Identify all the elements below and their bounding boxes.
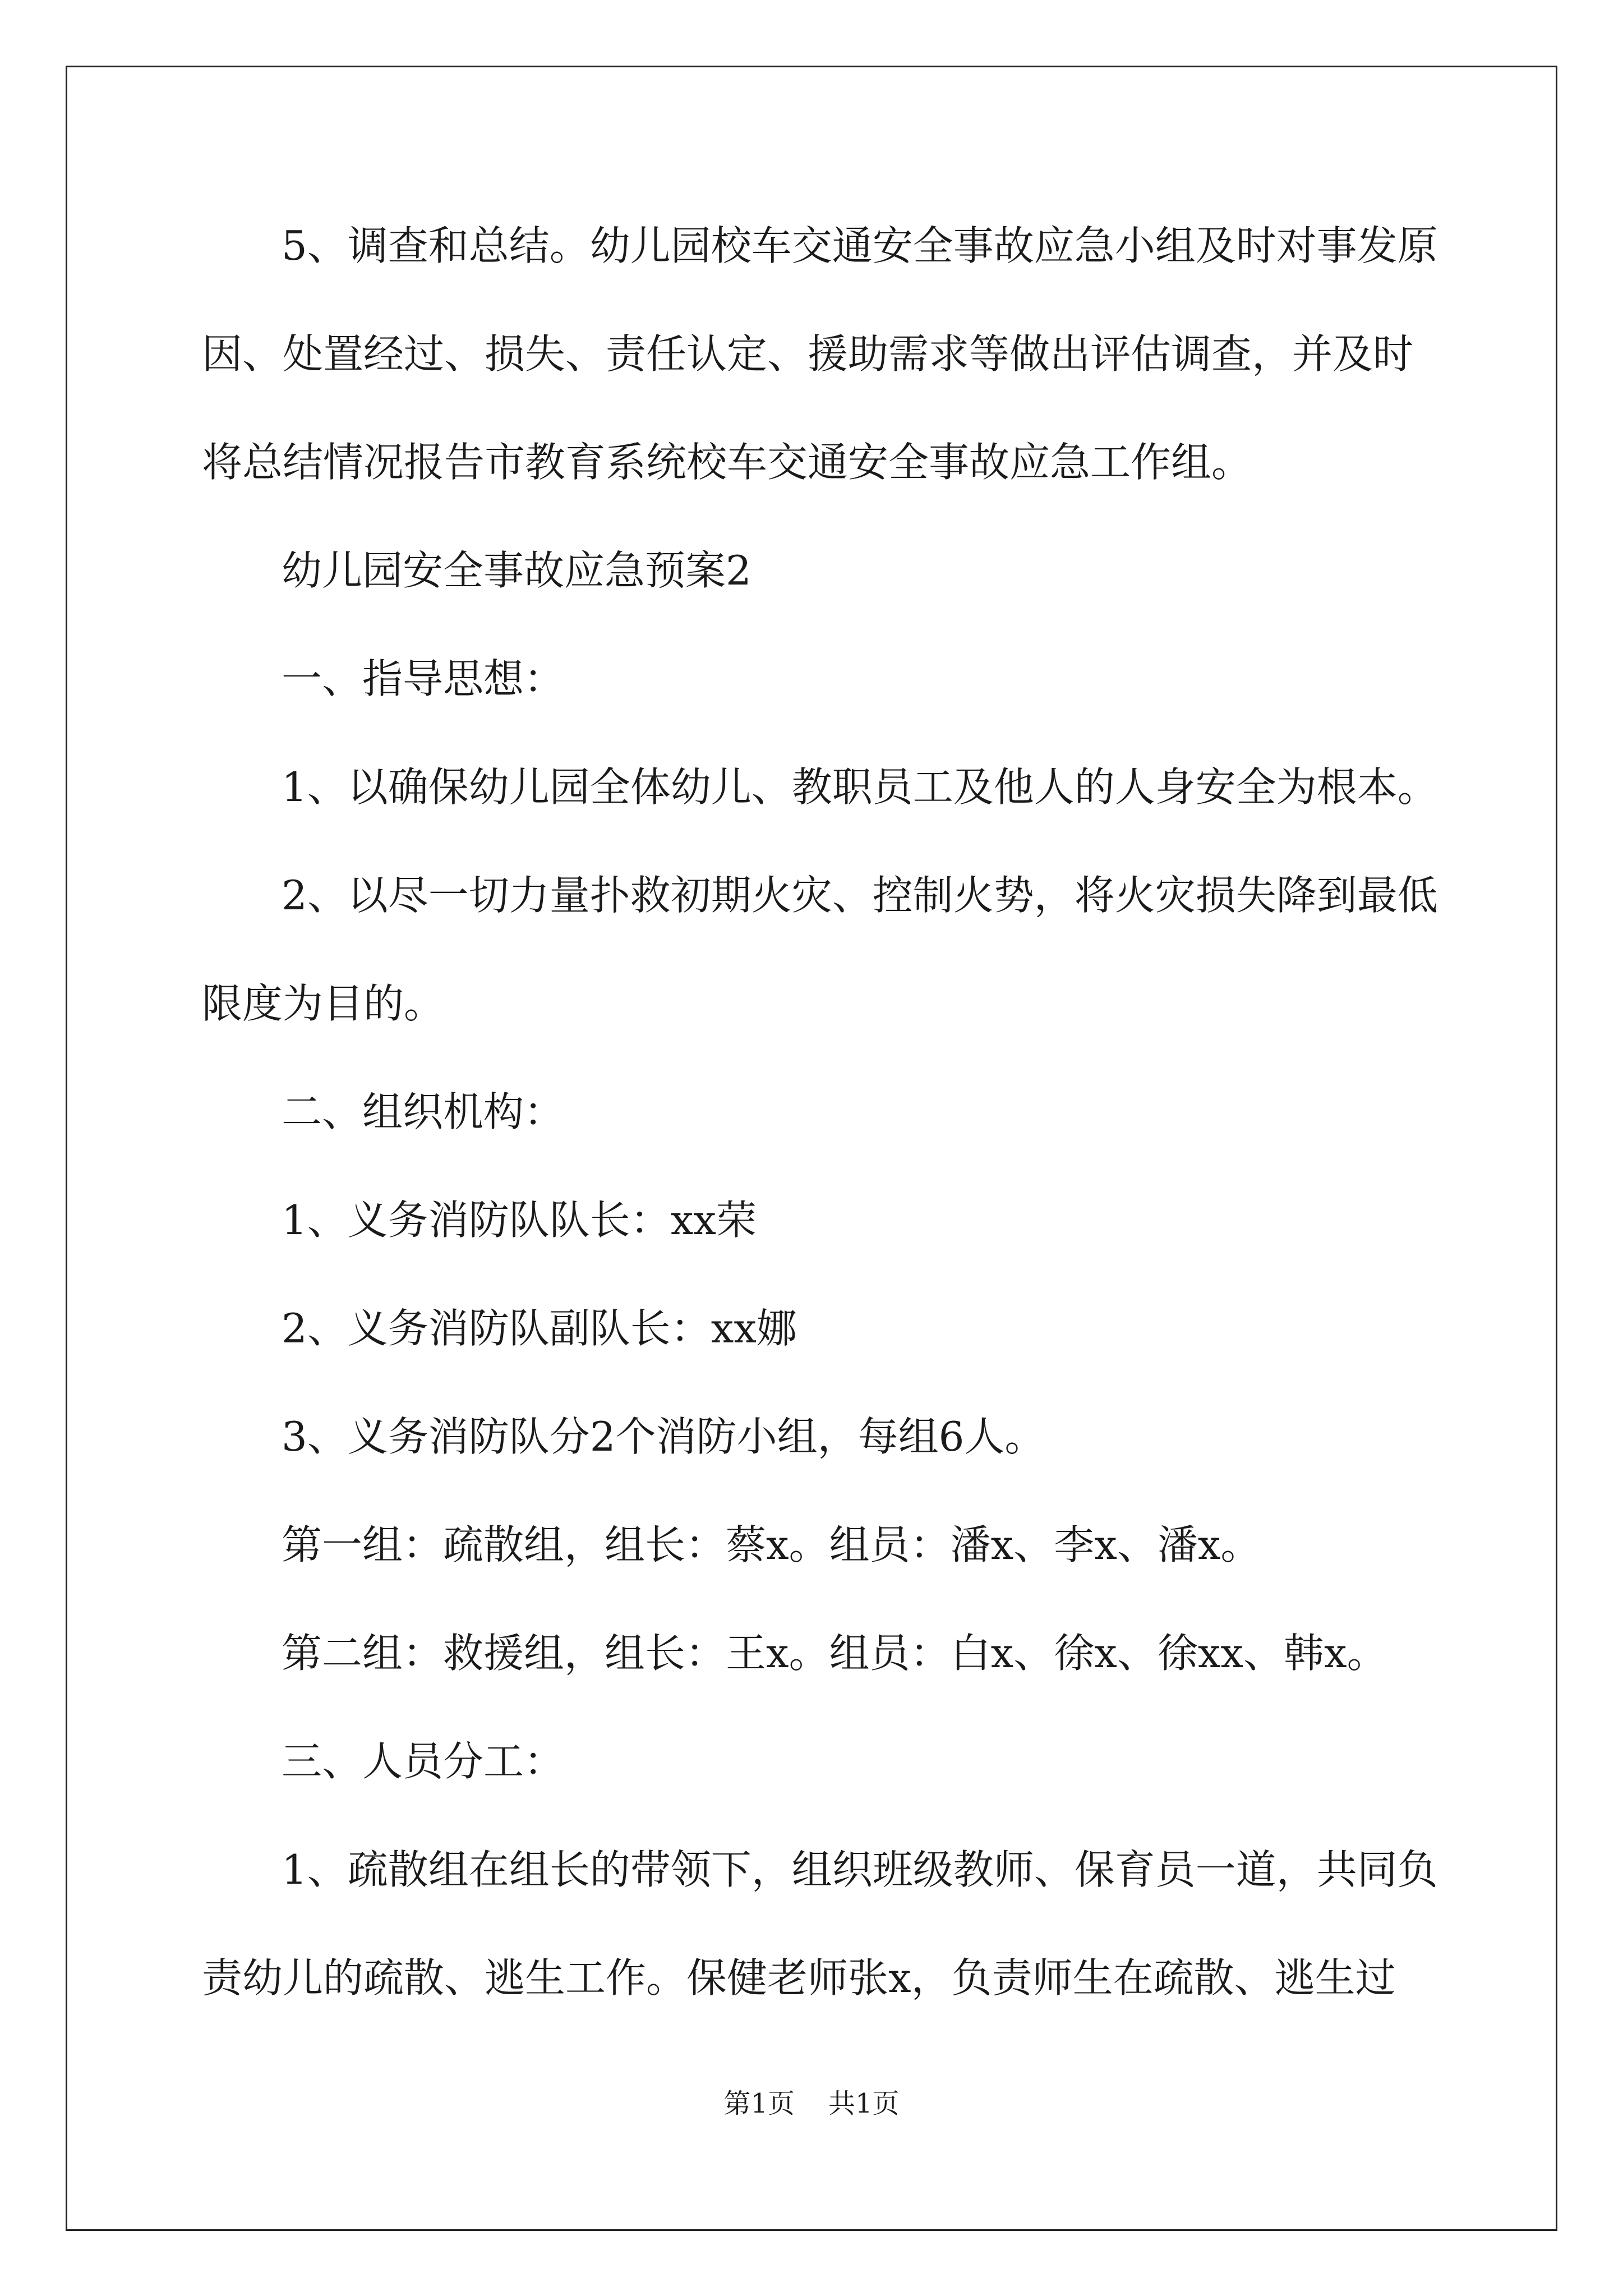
paragraph-line: 将总结情况报告市教育系统校车交通安全事故应急工作组。 xyxy=(202,439,1252,486)
heading: 三、人员分工： xyxy=(282,1738,565,1785)
paragraph-line: 责幼儿的疏散、逃生工作。保健老师张x，负责师生在疏散、逃生过 xyxy=(202,1954,1396,2001)
paragraph-line: 5、调查和总结。幼儿园校车交通安全事故应急小组及时对事发原 xyxy=(282,222,1438,269)
heading: 二、组织机构： xyxy=(282,1088,565,1135)
page-border xyxy=(66,66,1557,2231)
paragraph-line: 1、义务消防队队长：xx荣 xyxy=(282,1197,757,1244)
heading: 一、指导思想： xyxy=(282,655,565,702)
paragraph-line: 3、义务消防队分2个消防小组，每组6人。 xyxy=(282,1413,1045,1460)
section-title: 幼儿园安全事故应急预案2 xyxy=(282,547,751,594)
paragraph-line: 2、义务消防队副队长：xx娜 xyxy=(282,1305,797,1352)
page-number: 第1页 xyxy=(723,2088,795,2119)
paragraph-line: 1、以确保幼儿园全体幼儿、教职员工及他人的人身安全为根本。 xyxy=(282,763,1438,811)
paragraph-line: 第二组：救援组，组长：王x。组员：白x、徐x、徐xx、韩x。 xyxy=(282,1630,1387,1677)
paragraph-line: 第一组：疏散组，组长：蔡x。组员：潘x、李x、潘x。 xyxy=(282,1521,1261,1568)
paragraph-line: 限度为目的。 xyxy=(202,980,445,1027)
page-total: 共1页 xyxy=(828,2088,900,2119)
paragraph-line: 因、处置经过、损失、责任认定、援助需求等做出评估调查，并及时 xyxy=(202,330,1414,378)
page-footer xyxy=(0,2087,1623,2120)
paragraph-line: 2、以尽一切力量扑救初期火灾、控制火势，将火灾损失降到最低 xyxy=(282,872,1438,919)
paragraph-line: 1、疏散组在组长的带领下，组织班级教师、保育员一道，共同负 xyxy=(282,1846,1438,1893)
